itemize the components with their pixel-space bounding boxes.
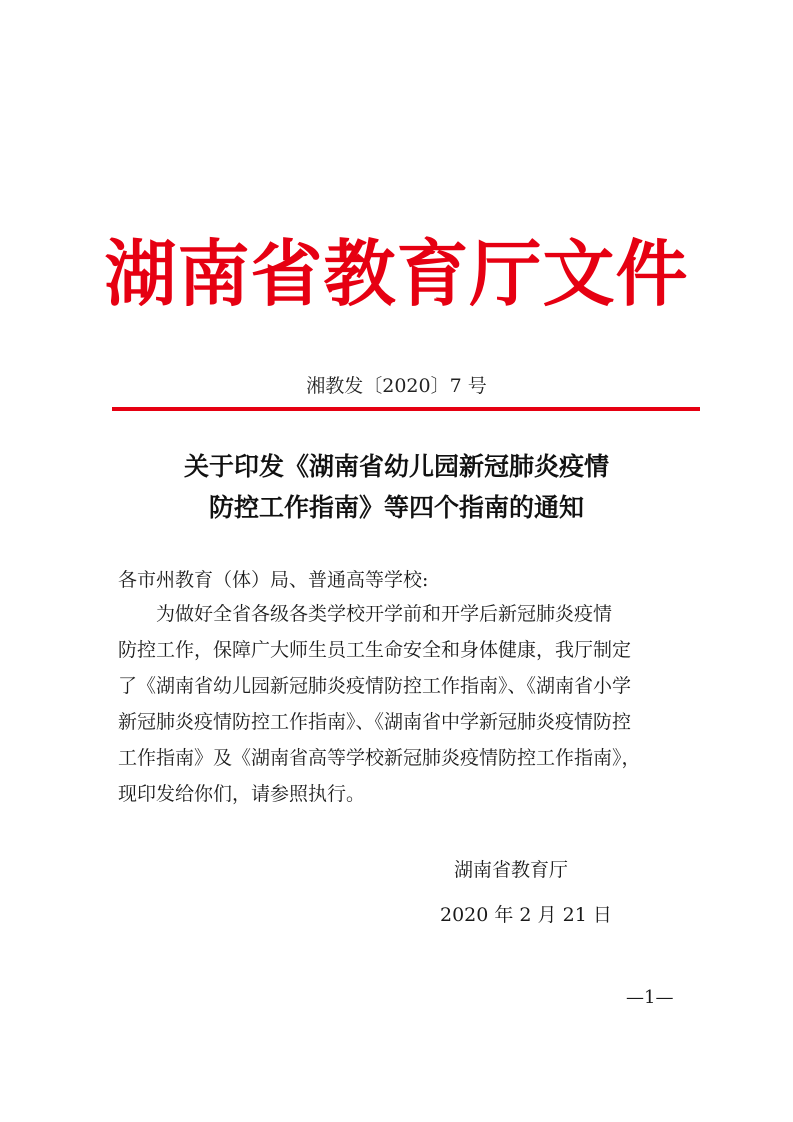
body-text-line: 为做好全省各级各类学校开学前和开学后新冠肺炎疫情 [156, 603, 613, 625]
notice-title-line-2: 防控工作指南》等四个指南的通知 [208, 493, 584, 522]
body-text-line: 了《湖南省幼儿园新冠肺炎疫情防控工作指南》、《湖南省小学 [118, 675, 632, 697]
signature-date: 2020 年 2 月 21 日 [440, 904, 612, 926]
notice-title-line-1: 关于印发《湖南省幼儿园新冠肺炎疫情 [183, 452, 609, 481]
page-number: —1— [626, 987, 674, 1008]
red-divider-line [112, 407, 700, 411]
document-header-title: 湖南省教育厅文件 [104, 231, 689, 316]
body-text-line: 现印发给你们，请参照执行。 [118, 783, 366, 805]
recipients-line: 各市州教育（体）局、普通高等学校: [118, 569, 429, 591]
body-text-line: 防控工作，保障广大师生员工生命安全和身体健康，我厅制定 [118, 639, 632, 661]
body-text-line: 新冠肺炎疫情防控工作指南》、《湖南省中学新冠肺炎疫情防控 [118, 711, 632, 733]
body-text-line: 工作指南》及《湖南省高等学校新冠肺炎疫情防控工作指南》， [118, 747, 641, 769]
signature-organization: 湖南省教育厅 [454, 859, 569, 881]
document-number: 湘教发〔2020〕7 号 [306, 375, 487, 397]
